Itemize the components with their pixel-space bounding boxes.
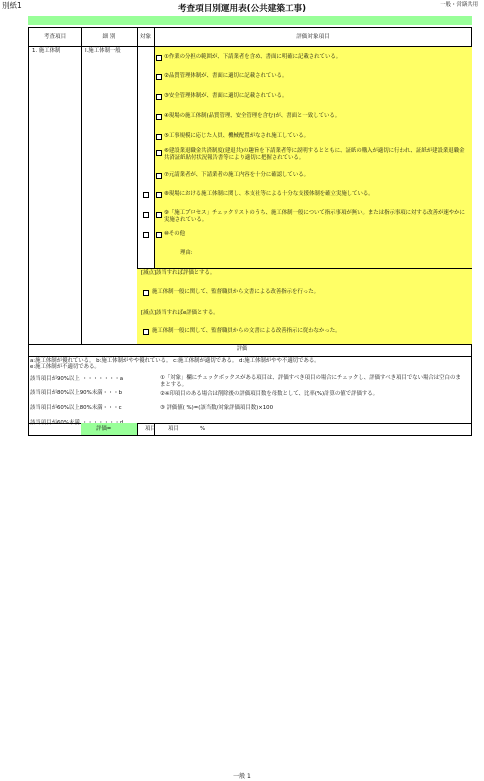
deduction-note-2: [減点]該当すればe評価とする。 xyxy=(141,310,219,316)
evaluation-item: ①作業の分担の範囲が、下請業者を含め、書面に明確に記載されている。 xyxy=(164,54,342,60)
category-label: 1. 施工体制 xyxy=(32,48,61,54)
header-band xyxy=(28,16,472,25)
result-item-label: 項目 xyxy=(168,426,179,432)
col-header-detail: 細 別 xyxy=(102,33,116,40)
target-checkbox[interactable] xyxy=(143,212,149,218)
deduction-note-1: [減点]該当すれば評価とする。 xyxy=(141,270,216,276)
evaluation-item: ②品質管理体制が、書面に適切に記載されている。 xyxy=(164,73,288,79)
form-scope: 一般・営繕共用 xyxy=(440,2,478,8)
evaluation-item: ⑥建設業退職金共済制度(建退共)の趣旨を下請業者等に説明するとともに、証紙の購入が適切に行われ、証紙が建設業退職金共済証紙貼付状況報告書等により適切に把握されている。 xyxy=(164,148,465,161)
item-checkbox[interactable] xyxy=(156,232,162,238)
note-2: ②※印項目のある場合は削除後の評価項目数を母数として、比率(%)計算の値で評価する。 xyxy=(160,391,379,397)
criteria-c: 該当項目が60%以上80%未満・・・c xyxy=(30,405,122,411)
item-checkbox[interactable] xyxy=(156,192,162,198)
evaluation-item: ⑤工事規模に応じた人員、機械配置がなされ施工している。 xyxy=(164,133,309,139)
criteria-d: 該当項目が60%未満 xyxy=(30,420,80,426)
criteria-a: 該当項目が90%以上 xyxy=(30,376,80,382)
item-checkbox[interactable] xyxy=(156,150,162,156)
target-checkbox[interactable] xyxy=(143,192,149,198)
evaluation-item: ④現場の施工体制(品質管理、安全管理を含む)が、書面と一致している。 xyxy=(164,113,341,119)
col-header-evaluation-items: 評価対象項目 xyxy=(296,33,330,40)
item-checkbox[interactable] xyxy=(156,114,162,120)
subcategory-label: Ⅰ.施工体制一般 xyxy=(85,48,121,54)
criteria-a-grade: ・・・・・・・a xyxy=(82,376,124,382)
grade-definitions: a:施工体制が優れている。 b:施工体制がやや優れている。 c:施工体制が適切である。 d:施工体制がやや不適切である。 xyxy=(30,358,320,364)
deduction-item-1: 施工体制一般に関して、監督職員から文書による改善指示を行った。 xyxy=(152,289,320,295)
page-number: 一般 1 xyxy=(233,773,251,780)
target-checkbox[interactable] xyxy=(143,232,149,238)
reason-label: 理由: xyxy=(180,250,193,256)
col-header-target: 対象 xyxy=(139,33,152,40)
evaluation-header: 評価 xyxy=(236,346,248,352)
item-checkbox[interactable] xyxy=(156,173,162,179)
note-3: ③ 評価値( %)=(該当数/対象評価項目数)×100 xyxy=(160,405,274,411)
evaluation-item: ③安全管理体制が、書面に適切に記載されている。 xyxy=(164,93,288,99)
grade-definitions-2: e:施工体制が不適切である。 xyxy=(30,364,100,370)
evaluation-item: ⑨「施工プロセス」チェックリストのうち、施工体制一般について指示事項が無い。または指示事項に対する改善が速やかに実施されている。 xyxy=(164,210,465,223)
form-id: 別紙1 xyxy=(2,1,22,10)
evaluation-item: ⑦元請業者が、下請業者の施工内容を十分に確認している。 xyxy=(164,172,309,178)
deduction-checkbox[interactable] xyxy=(143,290,149,296)
item-checkbox[interactable] xyxy=(156,55,162,61)
page-title: 考査項目別運用表(公共建築工事) xyxy=(177,4,307,14)
deduction-item-2: 施工体制一般に関して、監督職員からの文書による改善指示に従わなかった。 xyxy=(152,328,341,334)
col-header-item: 考査項目 xyxy=(43,33,67,40)
result-value[interactable]: 項目 xyxy=(145,426,156,432)
item-checkbox[interactable] xyxy=(156,94,162,100)
result-label: 評価= xyxy=(96,426,112,432)
evaluation-item: ⑧現場における施工体制に関し、本支社等による十分な支援体制を確立実施している。 xyxy=(164,191,374,197)
result-pct-label: % xyxy=(200,426,206,432)
item-checkbox[interactable] xyxy=(156,134,162,140)
note-1: ①「対象」欄にチェックボックスがある項目は、評価すべき項目の場合にチェックし、評価すべき項目でない場合は空白のままとする。 xyxy=(160,375,461,388)
evaluation-item: ⑩その他 xyxy=(164,231,186,237)
criteria-b: 該当項目が80%以上90%未満・・・b xyxy=(30,390,123,396)
item-checkbox[interactable] xyxy=(156,212,162,218)
item-checkbox[interactable] xyxy=(156,74,162,80)
deduction-checkbox[interactable] xyxy=(143,329,149,335)
